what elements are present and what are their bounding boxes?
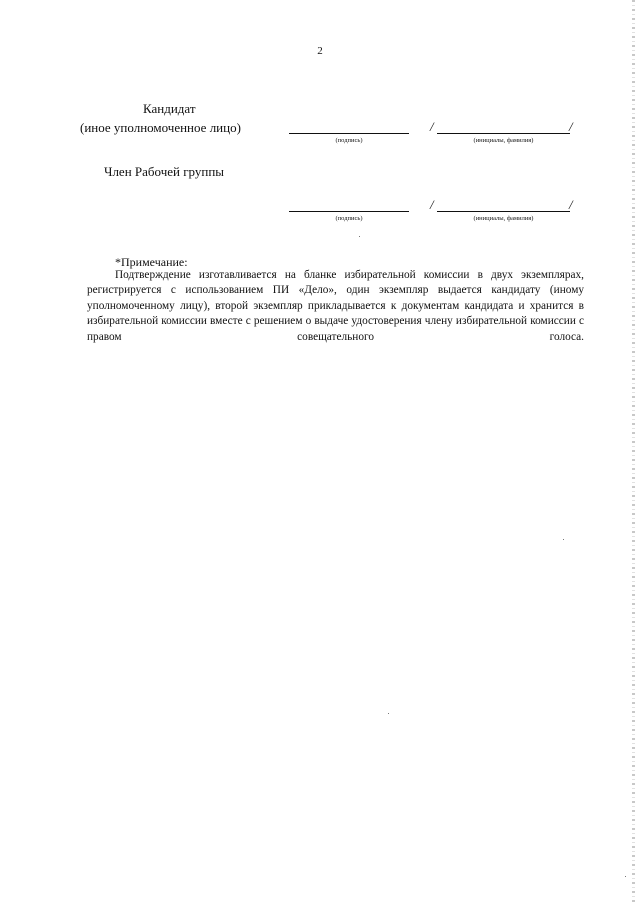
note-paragraph: Подтверждение изготавливается на бланке избирательной комиссии в двух экземплярах, регистрируется с использованием ПИ «Дело», один экземпляр выдается кандидату (иному уполномоченному лицу), второй экземпляр прикладывается к документам кандидата и хранится в избирательной комиссии вместе с решением о выдаче удостоверения члену избирательной комиссии с правом совещательного голоса. [87, 269, 584, 343]
scan-edge-artifact [632, 0, 635, 905]
member-name-slash-right: / [569, 197, 573, 212]
candidate-name-slash-right: / [569, 119, 573, 134]
candidate-label: Кандидат [143, 101, 196, 116]
scan-speck [359, 236, 360, 237]
member-signature-line [289, 211, 409, 212]
candidate-signature-line [289, 133, 409, 134]
member-label: Член Рабочей группы [104, 164, 225, 179]
candidate-signature-caption: (подпись) [335, 137, 363, 144]
scan-speck [563, 539, 564, 540]
member-name-slash-left: / [430, 197, 434, 212]
member-signature-caption: (подпись) [335, 215, 363, 222]
member-name-caption: (инициалы, фамилия) [473, 215, 534, 222]
member-name-line [437, 211, 570, 212]
note-body [87, 268, 584, 345]
scan-speck [388, 713, 389, 714]
candidate-name-line [437, 133, 570, 134]
page-number: 2 [317, 45, 323, 57]
candidate-name-slash-left: / [430, 119, 434, 134]
candidate-name-caption: (инициалы, фамилия) [473, 137, 534, 144]
scan-speck [625, 876, 626, 877]
note-heading: *Примечание: [115, 255, 188, 269]
candidate-sublabel: (иное уполномоченное лицо) [80, 120, 241, 135]
